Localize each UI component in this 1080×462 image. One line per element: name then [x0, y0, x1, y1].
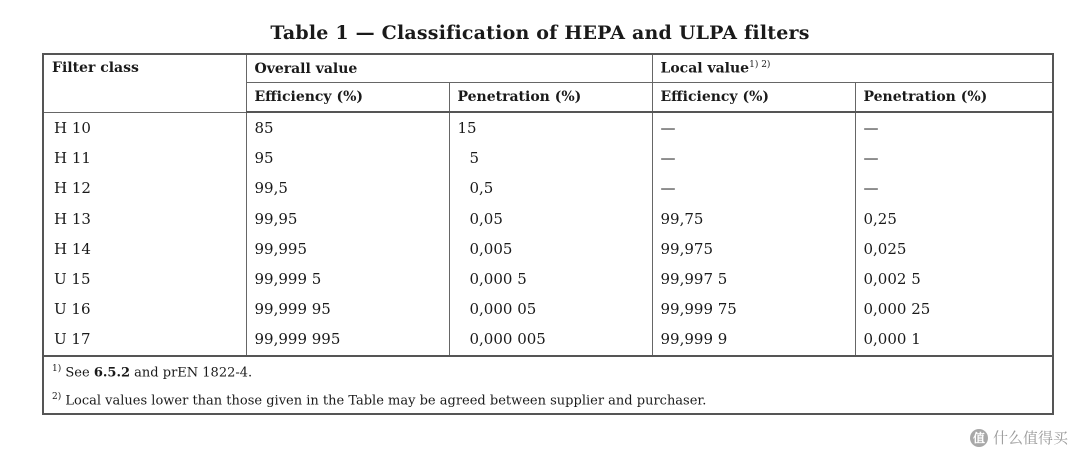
footnote-2: [52, 385, 1044, 413]
watermark-text: 什么值得买: [992, 429, 1068, 447]
table-row: [43, 112, 1053, 143]
table-row: [43, 173, 1053, 203]
local-efficiency-cell: —: [652, 173, 855, 203]
table-row: [43, 204, 1053, 234]
local-penetration-cell: 0,025: [855, 234, 1053, 264]
table-row: [43, 234, 1053, 264]
filter-class-cell: U 16: [43, 294, 246, 324]
local-penetration-cell: —: [855, 143, 1053, 173]
overall-penetration-cell: 5: [449, 143, 652, 173]
footnote-1: [52, 357, 1044, 385]
overall-efficiency-cell: 95: [246, 143, 449, 173]
site-watermark: [970, 427, 1068, 448]
local-efficiency-cell: —: [652, 143, 855, 173]
header-overall-efficiency: Efficiency (%): [246, 83, 449, 113]
header-local-efficiency: Efficiency (%): [652, 83, 855, 113]
local-penetration-cell: —: [855, 112, 1053, 143]
filter-class-cell: H 13: [43, 204, 246, 234]
local-penetration-cell: 0,25: [855, 204, 1053, 234]
overall-penetration-cell: 0,05: [449, 204, 652, 234]
filter-classification-table: [42, 53, 1054, 415]
table-footnotes: [43, 356, 1053, 415]
local-penetration-cell: 0,002 5: [855, 264, 1053, 294]
local-penetration-cell: 0,000 1: [855, 324, 1053, 355]
footnote-1-marker: 1): [52, 363, 62, 374]
overall-penetration-cell: 15: [449, 112, 652, 143]
table-row: [43, 324, 1053, 355]
filter-class-cell: H 10: [43, 112, 246, 143]
overall-efficiency-cell: 99,95: [246, 204, 449, 234]
filter-class-cell: U 17: [43, 324, 246, 355]
footnote-1-text-after: and prEN 1822-4.: [130, 364, 253, 380]
watermark-logo-icon: 值: [970, 429, 988, 447]
footnote-1-bold-ref: 6.5.2: [93, 364, 131, 380]
table-title: Table 1 — Classification of HEPA and ULPA filters: [270, 22, 810, 44]
footnote-1-text-before: See: [65, 364, 94, 380]
local-efficiency-cell: 99,999 75: [652, 294, 855, 324]
filter-class-cell: H 11: [43, 143, 246, 173]
filter-class-cell: H 14: [43, 234, 246, 264]
table-row: [43, 264, 1053, 294]
overall-efficiency-cell: 99,999 5: [246, 264, 449, 294]
overall-penetration-cell: 0,5: [449, 173, 652, 203]
overall-efficiency-cell: 99,999 995: [246, 324, 449, 355]
overall-penetration-cell: 0,000 05: [449, 294, 652, 324]
local-efficiency-cell: 99,997 5: [652, 264, 855, 294]
header-local-value: [652, 54, 1053, 83]
footnote-2-text: Local values lower than those given in the Table may be agreed between supplier and purchaser.: [65, 393, 707, 409]
local-efficiency-cell: 99,75: [652, 204, 855, 234]
local-efficiency-cell: —: [652, 112, 855, 143]
header-local-penetration: Penetration (%): [855, 83, 1053, 113]
filter-class-cell: U 15: [43, 264, 246, 294]
footnote-2-marker: 2): [52, 391, 62, 402]
overall-efficiency-cell: 99,999 95: [246, 294, 449, 324]
overall-penetration-cell: 0,000 005: [449, 324, 652, 355]
header-overall-value: Overall value: [246, 54, 652, 83]
local-penetration-cell: —: [855, 173, 1053, 203]
header-filter-class: Filter class: [43, 54, 246, 112]
filter-class-cell: H 12: [43, 173, 246, 203]
local-efficiency-cell: 99,999 9: [652, 324, 855, 355]
overall-efficiency-cell: 85: [246, 112, 449, 143]
table-row: [43, 143, 1053, 173]
header-local-value-footnote-refs: 1) 2): [749, 60, 771, 71]
overall-efficiency-cell: 99,5: [246, 173, 449, 203]
table-row: [43, 294, 1053, 324]
overall-penetration-cell: 0,000 5: [449, 264, 652, 294]
local-efficiency-cell: 99,975: [652, 234, 855, 264]
local-penetration-cell: 0,000 25: [855, 294, 1053, 324]
overall-penetration-cell: 0,005: [449, 234, 652, 264]
header-local-value-label: Local value: [660, 60, 750, 77]
header-overall-penetration: Penetration (%): [449, 83, 652, 113]
overall-efficiency-cell: 99,995: [246, 234, 449, 264]
footnotes-cell: [43, 356, 1053, 415]
